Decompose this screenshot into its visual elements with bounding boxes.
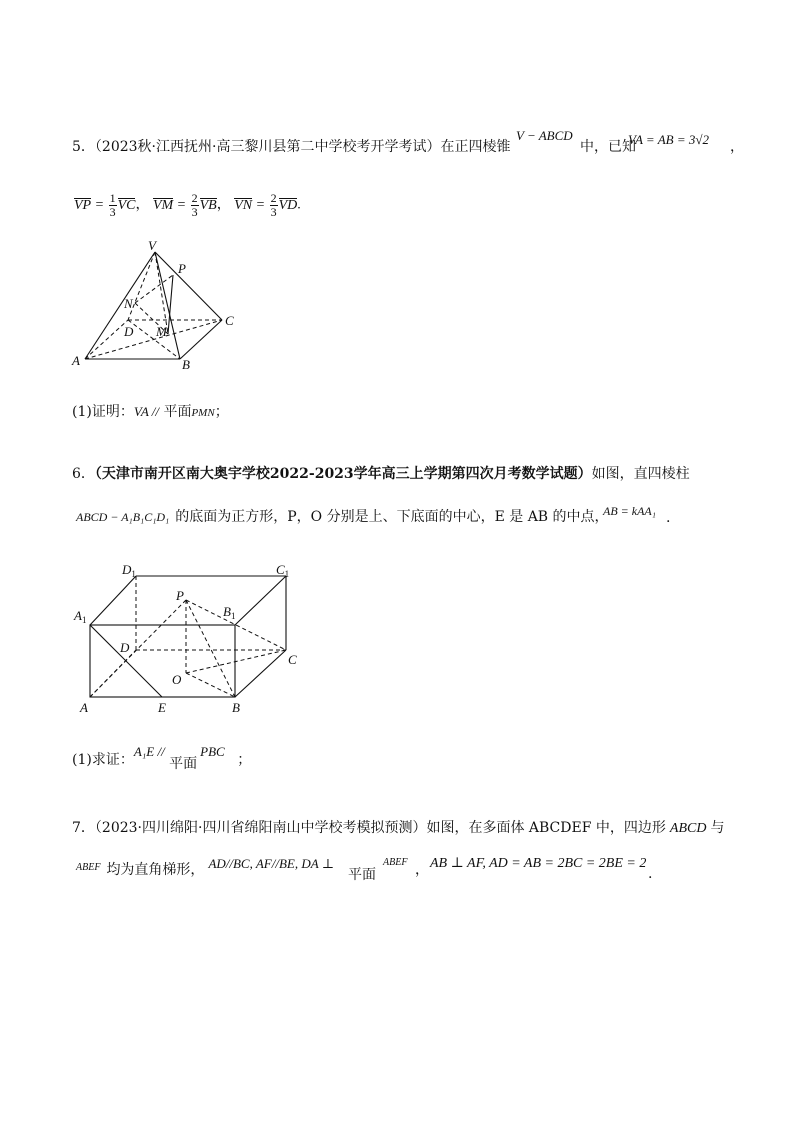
- q6-prism: ABCD − A₁B₁C₁D₁: [76, 510, 170, 524]
- q5-pyramid: V − ABCD: [516, 128, 573, 143]
- q7-tail2: 与: [710, 820, 725, 836]
- edge-BC: [235, 650, 286, 697]
- q6-number: 6．: [72, 466, 95, 482]
- q5-frac1: [109, 192, 117, 219]
- q5-pyramid-figure: [60, 235, 250, 375]
- q5-comma: ，: [730, 139, 744, 155]
- q7-abef: ABEF: [76, 862, 101, 873]
- q5-number: 5．: [72, 139, 95, 155]
- q7-rel: AD//BC, AF//BE, DA ⊥: [208, 856, 334, 871]
- q5-vec1-right: VC: [117, 197, 136, 213]
- label-A: A: [72, 353, 80, 368]
- q5-frac3: [270, 192, 278, 219]
- q7-line2: [76, 856, 334, 879]
- label-N: N: [124, 296, 133, 311]
- q7-tail1: 如图，在多面体 ABCDEF 中，四边形: [426, 820, 666, 836]
- label-M: M: [156, 324, 167, 339]
- q6-tail1: 如图，直四棱柱: [591, 466, 690, 482]
- q5-vectors: VP = $\frac{1}{3}$ VC， VM = $\frac{2}{3}$ VB， VN = $\frac{2}{3}$ VD.: [74, 191, 301, 219]
- label-P: P: [176, 588, 184, 603]
- label-D: D: [120, 640, 130, 655]
- q7-line1: [72, 820, 724, 838]
- q5-part1-plane: 平面: [163, 404, 192, 420]
- q5-part1-target: PMN: [191, 407, 215, 419]
- seg-VM: [155, 252, 168, 334]
- q6-line2: [76, 509, 609, 526]
- q5-vec2-left: VM: [152, 197, 174, 213]
- label-C1: $C_1$: [276, 562, 290, 579]
- q7-comma: ，: [415, 862, 429, 878]
- q5-vec2-right: VB: [199, 197, 217, 213]
- q5-vec1-left: VP: [74, 197, 92, 213]
- label-A1: $A_1$: [74, 608, 87, 625]
- q5-intro: 在正四棱锥: [440, 139, 511, 155]
- q5-given: VA = AB = 3√2: [628, 132, 710, 147]
- q5-part1-end: ；: [214, 404, 229, 420]
- q6-part1: [72, 744, 252, 772]
- q5-vec3-left: VN: [234, 197, 253, 213]
- q5-part1: [72, 404, 229, 421]
- q6-part1-target: PBC: [200, 744, 225, 759]
- q5-end: .: [297, 197, 301, 213]
- q7-plane: 平面: [348, 867, 376, 883]
- label-C: C: [225, 313, 234, 328]
- q5-mid: 中，已知: [580, 139, 636, 155]
- q5-sep2: ，: [216, 197, 231, 213]
- label-D1: $D_1$: [122, 562, 136, 579]
- q7-abef2: ABEF: [383, 857, 408, 868]
- q7-quad: ABCD: [669, 821, 707, 836]
- seg-OB: [186, 673, 235, 697]
- q5-part1-prefix: (1)证明：: [72, 404, 134, 420]
- q6-cond: AB = kAA₁: [603, 504, 656, 518]
- label-B1: $B_1$: [223, 604, 236, 621]
- seg-NP: [135, 275, 173, 303]
- q5-vec3-right: VD: [278, 197, 298, 213]
- label-P: P: [178, 261, 186, 276]
- q5-line1: [72, 139, 510, 156]
- q6-part1-math: A₁E //: [133, 744, 165, 759]
- q6-part1-prefix: (1)求证：: [72, 752, 134, 768]
- label-B: B: [232, 700, 240, 715]
- q7-end: .: [648, 866, 653, 882]
- q7-source: （2023·四川绵阳·四川省绵阳南山中学校考模拟预测）: [94, 820, 427, 836]
- label-V: V: [148, 238, 156, 253]
- q6-part1-plane: 平面: [169, 756, 198, 772]
- label-B: B: [182, 357, 190, 372]
- edge-A1D1: [90, 576, 136, 625]
- edge-VA: [85, 252, 155, 359]
- q5-frac3-num: 2: [270, 191, 277, 205]
- label-E: E: [158, 700, 166, 715]
- q6-desc: 的底面为正方形，P，O 分别是上、下底面的中心，E 是 AB 的中点，: [175, 509, 609, 525]
- q6-line1: [72, 466, 690, 483]
- q6-source: （天津市南开区南大奥宇学校2022-2023学年高三上学期第四次月考数学试题）: [94, 466, 592, 482]
- label-D: D: [124, 324, 134, 339]
- q7-tail3: 均为直角梯形，: [106, 862, 205, 878]
- seg-OC: [186, 650, 286, 673]
- q6-end: .: [666, 510, 671, 526]
- q5-source: （2023秋·江西抚州·高三黎川县第二中学校考开学考试）: [94, 139, 441, 155]
- q7-number: 7．: [72, 820, 95, 836]
- q5-sep1: ，: [135, 197, 150, 213]
- label-A: A: [80, 700, 88, 715]
- q5-frac1-num: 1: [109, 191, 116, 205]
- q5-frac1-den: 3: [109, 205, 116, 219]
- q5-frac3-den: 3: [270, 205, 277, 219]
- q7-rel2: AB ⊥ AF, AD = AB = 2BC = 2BE = 2: [430, 856, 647, 871]
- q5-frac2-den: 3: [191, 205, 198, 219]
- label-C: C: [288, 652, 297, 667]
- q5-part1-math: VA //: [133, 404, 159, 419]
- q5-frac2-num: 2: [191, 191, 198, 205]
- q5-frac2: [191, 192, 199, 219]
- q6-part1-end: ；: [237, 752, 252, 768]
- label-O: O: [172, 672, 182, 687]
- q6-prism-figure: [68, 560, 308, 720]
- edge-VC: [155, 252, 222, 320]
- edge-B1C1: [235, 576, 286, 625]
